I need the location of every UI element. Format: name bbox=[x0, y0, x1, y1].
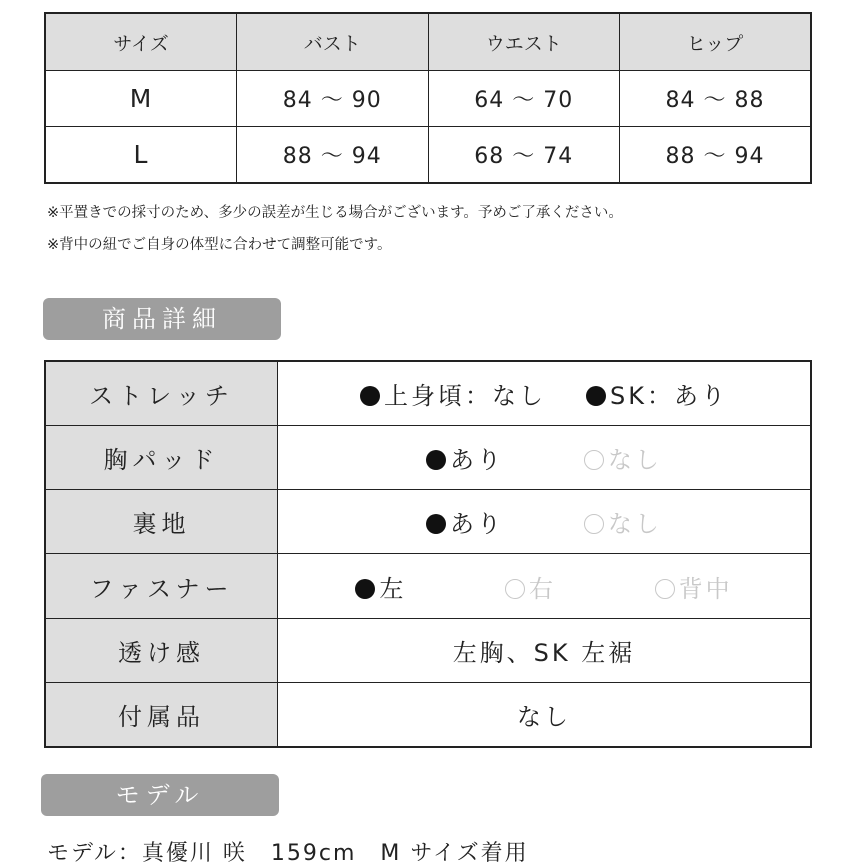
waist-cell: 68 〜 74 bbox=[428, 127, 620, 184]
detail-label: 胸パッド bbox=[45, 426, 278, 490]
waist-cell: 64 〜 70 bbox=[428, 71, 620, 127]
detail-value: 左胸、SK 左裾 bbox=[278, 618, 812, 682]
option-unselected: 右 bbox=[505, 569, 556, 604]
filled-circle-icon bbox=[426, 450, 446, 470]
detail-table bbox=[44, 360, 812, 748]
option-selected: あり bbox=[426, 504, 504, 539]
filled-circle-icon bbox=[426, 514, 446, 534]
empty-circle-icon bbox=[655, 579, 675, 599]
bust-cell: 88 〜 94 bbox=[237, 127, 429, 184]
option-selected: あり bbox=[426, 440, 504, 475]
detail-label: 付属品 bbox=[45, 682, 278, 747]
option-selected: 上身頃：なし bbox=[360, 376, 546, 411]
model-section-title: モデル bbox=[41, 774, 279, 816]
note-adjustable: ※背中の紐でご自身の体型に合わせて調整可能です。 bbox=[47, 237, 392, 253]
detail-row-lining bbox=[45, 490, 811, 554]
option-unselected: 背中 bbox=[655, 569, 733, 604]
detail-label: ストレッチ bbox=[45, 361, 278, 426]
header-waist: ウエスト bbox=[428, 13, 620, 71]
model-info: モデル：真優川 咲 159cm M サイズ着用 bbox=[47, 841, 529, 866]
notes bbox=[47, 197, 623, 261]
empty-circle-icon bbox=[505, 579, 525, 599]
option-selected: SK：あり bbox=[586, 376, 728, 411]
hip-cell: 84 〜 88 bbox=[620, 71, 812, 127]
bust-cell: 84 〜 90 bbox=[237, 71, 429, 127]
size-table-header bbox=[45, 13, 811, 71]
table-row bbox=[45, 71, 811, 127]
note-measurement: ※平置きでの採寸のため、多少の誤差が生じる場合がございます。予めご了承ください。 bbox=[47, 205, 623, 221]
detail-row-zipper bbox=[45, 554, 811, 618]
detail-value: なし bbox=[278, 682, 812, 747]
detail-section-title: 商品詳細 bbox=[43, 298, 281, 340]
hip-cell: 88 〜 94 bbox=[620, 127, 812, 184]
detail-label: 透け感 bbox=[45, 618, 278, 682]
option-selected: 左 bbox=[355, 569, 406, 604]
detail-label: ファスナー bbox=[45, 554, 278, 618]
filled-circle-icon bbox=[360, 386, 380, 406]
detail-row-chest-pad bbox=[45, 426, 811, 490]
header-bust: バスト bbox=[237, 13, 429, 71]
size-table bbox=[44, 12, 812, 184]
filled-circle-icon bbox=[355, 579, 375, 599]
detail-row-sheerness bbox=[45, 618, 811, 682]
size-cell: M bbox=[45, 71, 237, 127]
header-size: サイズ bbox=[45, 13, 237, 71]
option-unselected: なし bbox=[584, 440, 662, 475]
size-cell: L bbox=[45, 127, 237, 184]
detail-row-stretch bbox=[45, 361, 811, 426]
option-unselected: なし bbox=[584, 504, 662, 539]
header-hip: ヒップ bbox=[620, 13, 812, 71]
detail-label: 裏地 bbox=[45, 490, 278, 554]
filled-circle-icon bbox=[586, 386, 606, 406]
empty-circle-icon bbox=[584, 450, 604, 470]
detail-row-accessories bbox=[45, 682, 811, 747]
table-row bbox=[45, 127, 811, 184]
empty-circle-icon bbox=[584, 514, 604, 534]
